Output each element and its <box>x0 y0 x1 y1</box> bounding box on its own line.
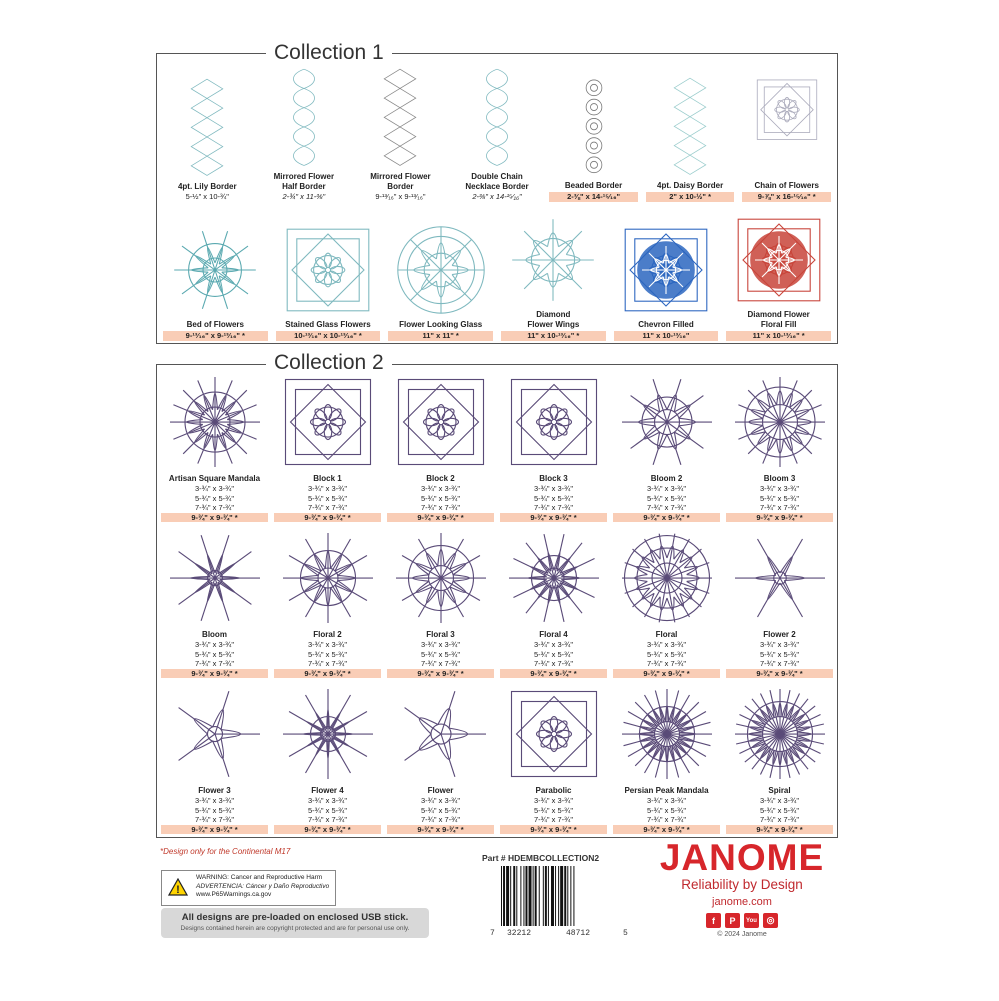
design-name: Floral <box>655 630 678 639</box>
design-size: 7-¾" x 7-¾" <box>533 659 574 668</box>
design-size: 2" x 10-½" * <box>646 192 735 202</box>
warning-icon <box>168 878 188 896</box>
design-size: 9-¾" x 9-¾" * <box>500 513 607 523</box>
design-size: 5-¾" x 5-¾" <box>194 805 235 815</box>
design-name: Flower Looking Glass <box>399 320 483 329</box>
design-size: 5-¾" x 5-¾" <box>307 805 348 815</box>
bed-of-flowers-icon <box>167 222 263 318</box>
design-size: 2-¾" x 11-⅜" <box>282 192 326 201</box>
collection-2-design <box>500 372 607 522</box>
flower-4-icon <box>278 684 378 784</box>
daisy-border-icon <box>655 71 725 179</box>
design-size: 5-¾" x 5-¾" <box>307 649 348 659</box>
floral-2-icon <box>278 528 378 628</box>
design-size: 3-¾" x 3-¾" <box>533 640 574 649</box>
collection-2-design <box>387 372 494 522</box>
collection-2-design <box>161 372 268 522</box>
design-size: 5-¾" x 5-¾" <box>307 493 348 503</box>
collection-2-design <box>161 528 268 678</box>
warning-line-1: WARNING: Cancer and Reproductive Harm <box>196 874 323 881</box>
barcode-digit-1: 7 <box>490 929 495 938</box>
collection-2-design <box>726 684 833 834</box>
design-name: Flower 2 <box>763 630 796 639</box>
block-3-icon <box>504 372 604 472</box>
design-size: 5-¾" x 5-¾" <box>533 649 574 659</box>
collection-2-design <box>161 684 268 834</box>
collection-2-design <box>274 372 381 522</box>
design-name: Spiral <box>768 786 791 795</box>
collection-2-design <box>613 528 720 678</box>
copyright: © 2024 Janome <box>717 931 767 938</box>
design-size: 3-¾" x 3-¾" <box>533 796 574 805</box>
collection-1-design <box>163 62 252 202</box>
collection-2-design <box>613 684 720 834</box>
design-name: Diamond Flower Wings <box>527 310 580 329</box>
flower-2-icon <box>730 528 830 628</box>
spiral-icon <box>730 684 830 784</box>
chain-of-flowers-icon <box>752 71 822 179</box>
design-size: 7-¾" x 7-¾" <box>307 659 348 668</box>
design-size: 11" x 11" * <box>388 331 493 341</box>
design-name: Flower 3 <box>198 786 231 795</box>
design-name: Bloom <box>202 630 227 639</box>
design-size: 7-¾" x 7-¾" <box>194 659 235 668</box>
floral-3-icon <box>391 528 491 628</box>
collection-2-design <box>387 684 494 834</box>
design-size: 5-¾" x 5-¾" <box>533 493 574 503</box>
design-size: 2-⅜" x 14-¹⁵⁄₁₆" <box>472 192 522 201</box>
design-name: 4pt. Lily Border <box>177 182 237 191</box>
design-size: 9-¾" x 9-¾" * <box>274 669 381 679</box>
design-name: Beaded Border <box>564 181 623 190</box>
design-size: 3-¾" x 3-¾" <box>420 484 461 493</box>
design-size: 3-¾" x 3-¾" <box>307 796 348 805</box>
stained-glass-icon <box>280 222 376 318</box>
design-size: 9-¾" x 9-¾" * <box>613 669 720 679</box>
social-icons <box>647 913 837 928</box>
design-name: Chain of Flowers <box>754 181 819 190</box>
collection-2-design <box>274 528 381 678</box>
collection-2-design <box>500 684 607 834</box>
design-size: 7-¾" x 7-¾" <box>646 815 687 824</box>
design-size: 7-¾" x 7-¾" <box>646 503 687 512</box>
design-name: Block 3 <box>539 474 568 483</box>
collection-1-design <box>276 212 381 341</box>
collection-2-title: Collection 2 <box>266 351 392 375</box>
barcode-digits-3: 48712 <box>566 929 591 938</box>
design-name: Bed of Flowers <box>186 320 244 329</box>
design-size: 9-¾" x 9-¾" * <box>161 669 268 679</box>
design-size: 5-¾" x 5-¾" <box>646 493 687 503</box>
design-name: Floral 4 <box>539 630 568 639</box>
bloom-3-icon <box>730 372 830 472</box>
design-size: 3-¾" x 3-¾" <box>420 640 461 649</box>
flower-icon <box>391 684 491 784</box>
youtube-icon[interactable]: You <box>744 913 759 928</box>
design-size: 3-¾" x 3-¾" <box>307 640 348 649</box>
design-size: 5-¾" x 5-¾" <box>646 805 687 815</box>
design-size: 5-¾" x 5-¾" <box>420 493 461 503</box>
design-name: Block 1 <box>313 474 342 483</box>
collection-2-design <box>613 372 720 522</box>
design-size: 3-¾" x 3-¾" <box>646 484 687 493</box>
design-size: 9-¾" x 9-¾" * <box>387 825 494 835</box>
design-size: 9-¹³⁄₁₆" x 9-¹³⁄₁₆" <box>375 192 426 201</box>
design-name: Flower <box>427 786 454 795</box>
design-size: 9-¾" x 9-¾" * <box>161 513 268 523</box>
collection-1-design <box>614 212 719 341</box>
design-size: 7-¾" x 7-¾" <box>759 503 800 512</box>
barcode-digit-4: 5 <box>623 929 628 938</box>
collection-1-design <box>549 62 638 202</box>
collection-2-design <box>387 528 494 678</box>
parabolic-icon <box>504 684 604 784</box>
design-size: 9-¾" x 9-¾" * <box>726 669 833 679</box>
svg-text:!: ! <box>176 884 180 896</box>
design-size: 7-¾" x 7-¾" <box>533 503 574 512</box>
usb-notice <box>161 908 429 938</box>
design-size: 7-¾" x 7-¾" <box>420 815 461 824</box>
design-size: 9-¾" x 9-¾" * <box>613 513 720 523</box>
design-size: 3-¾" x 3-¾" <box>646 640 687 649</box>
collection-1-design <box>388 212 493 341</box>
design-size: 9-¹³⁄₁₆" x 9-¹³⁄₁₆" * <box>163 331 268 341</box>
collection-2-design <box>500 528 607 678</box>
floral-icon <box>617 528 717 628</box>
design-size: 7-¾" x 7-¾" <box>307 503 348 512</box>
pinterest-icon[interactable]: P <box>725 913 740 928</box>
beaded-border-icon <box>559 71 629 179</box>
design-size: 2-⅜" x 14-¹⁵⁄₁₆" <box>549 192 638 202</box>
design-size: 3-¾" x 3-¾" <box>759 640 800 649</box>
part-number: Part # HDEMBCOLLECTION2 <box>482 853 600 863</box>
design-size: 5-¾" x 5-¾" <box>759 649 800 659</box>
brand-tagline: Reliability by Design <box>681 877 803 892</box>
design-size: 9-¾" x 9-¾" * <box>387 513 494 523</box>
collection-1-design <box>726 212 831 341</box>
design-name: Stained Glass Flowers <box>285 320 371 329</box>
instagram-icon[interactable]: ◎ <box>763 913 778 928</box>
design-name: Parabolic <box>535 786 572 795</box>
facebook-icon[interactable]: f <box>706 913 721 928</box>
collection-2-design <box>726 528 833 678</box>
design-size: 11" x 10-¹³⁄₁₆" * <box>726 331 831 341</box>
flower-3-icon <box>165 684 265 784</box>
barcode-digits-2: 32212 <box>507 929 532 938</box>
collection-1-design <box>453 62 542 202</box>
design-size: 3-¾" x 3-¾" <box>194 640 235 649</box>
design-size: 3-¾" x 3-¾" <box>646 796 687 805</box>
design-size: 9-¾" x 9-¾" * <box>161 825 268 835</box>
design-size: 5-¾" x 5-¾" <box>533 805 574 815</box>
design-name: Bloom 2 <box>650 474 683 483</box>
footnote: *Design only for the Continental M17 <box>160 847 291 856</box>
design-size: 5-¾" x 5-¾" <box>646 649 687 659</box>
design-size: 5-¾" x 5-¾" <box>194 493 235 503</box>
usb-notice-title: All designs are pre-loaded on enclosed USB stick. <box>181 912 409 923</box>
design-size: 9-¾" x 9-¾" * <box>613 825 720 835</box>
floral-4-icon <box>504 528 604 628</box>
collection-2-design <box>726 372 833 522</box>
janome-brand-block <box>647 837 837 938</box>
block-1-icon <box>278 372 378 472</box>
collection-1-title: Collection 1 <box>266 41 392 65</box>
design-size: 9-¾" x 9-¾" * <box>274 513 381 523</box>
design-name: 4pt. Daisy Border <box>657 181 724 190</box>
warning-line-2: ADVERTENCIA: Cáncer y Daño Reproductivo <box>196 882 330 890</box>
design-size: 9-¾" x 9-¾" * <box>500 669 607 679</box>
collection-1-design <box>501 212 606 341</box>
design-name: Persian Peak Mandala <box>624 786 709 795</box>
design-size: 7-¾" x 7-¾" <box>194 815 235 824</box>
design-size: 5-¾" x 5-¾" <box>420 805 461 815</box>
design-size: 5-¾" x 5-¾" <box>759 805 800 815</box>
chain-necklace-icon <box>462 62 532 170</box>
design-name: Artisan Square Mandala <box>168 474 261 483</box>
design-name: Mirrored Flower Half Border <box>273 172 335 191</box>
design-size: 3-¾" x 3-¾" <box>194 796 235 805</box>
design-size: 11" x 10-¹³⁄₁₆" * <box>501 331 606 341</box>
looking-glass-icon <box>393 222 489 318</box>
design-size: 3-¾" x 3-¾" <box>420 796 461 805</box>
design-size: 7-¾" x 7-¾" <box>646 659 687 668</box>
design-name: Block 2 <box>426 474 455 483</box>
design-size: 9-¾" x 9-¾" * <box>726 513 833 523</box>
usb-notice-copyright: Designs contained herein are copyright protected and are for personal use only. <box>180 925 410 932</box>
design-size: 11" x 10-¹³⁄₁₆" <box>614 331 719 341</box>
design-size: 7-¾" x 7-¾" <box>420 503 461 512</box>
prop65-warning <box>161 870 336 906</box>
brand-logo: JANOME <box>659 837 825 878</box>
design-size: 3-¾" x 3-¾" <box>307 484 348 493</box>
collection-1-design <box>646 62 735 202</box>
flower-wings-icon <box>505 212 601 308</box>
design-size: 7-¾" x 7-¾" <box>759 815 800 824</box>
lily-border-icon <box>172 72 242 180</box>
design-size: 7-¾" x 7-¾" <box>307 815 348 824</box>
design-size: 7-¾" x 7-¾" <box>194 503 235 512</box>
website-link[interactable]: janome.com <box>712 896 772 908</box>
design-name: Mirrored Flower Border <box>370 172 431 191</box>
design-name: Chevron Filled <box>638 320 694 329</box>
design-size: 3-¾" x 3-¾" <box>759 796 800 805</box>
design-size: 7-¾" x 7-¾" <box>533 815 574 824</box>
design-size: 9-⅞" x 16-¹⁵⁄₁₆" * <box>742 192 831 202</box>
design-size: 9-¾" x 9-¾" * <box>500 825 607 835</box>
design-name: Flower 4 <box>311 786 344 795</box>
design-size: 7-¾" x 7-¾" <box>759 659 800 668</box>
design-size: 5-¾" x 5-¾" <box>420 649 461 659</box>
design-size: 5-½" x 10-¾" <box>185 192 229 201</box>
barcode <box>499 866 621 928</box>
mirrored-border-icon <box>365 62 435 170</box>
design-size: 5-¾" x 5-¾" <box>194 649 235 659</box>
design-size: 3-¾" x 3-¾" <box>194 484 235 493</box>
design-size: 9-¾" x 9-¾" * <box>387 669 494 679</box>
collection-2-grid <box>157 372 837 834</box>
collection-1-design <box>356 62 445 202</box>
bloom-icon <box>165 528 265 628</box>
collection-1-row-2 <box>157 212 837 341</box>
bloom-2-icon <box>617 372 717 472</box>
collection-1-row-1 <box>157 62 837 202</box>
design-size: 7-¾" x 7-¾" <box>420 659 461 668</box>
collection-1-design <box>742 62 831 202</box>
block-2-icon <box>391 372 491 472</box>
collection-1-design <box>163 212 268 341</box>
warning-line-3: www.P65Warnings.ca.gov <box>196 891 272 898</box>
collection-2-design <box>274 684 381 834</box>
design-size: 10-¹³⁄₁₆" x 10-¹³⁄₁₆" * <box>276 331 381 341</box>
chevron-filled-icon <box>618 222 714 318</box>
design-size: 3-¾" x 3-¾" <box>759 484 800 493</box>
design-size: 5-¾" x 5-¾" <box>759 493 800 503</box>
collection-1-design <box>260 62 349 202</box>
artisan-mandala-icon <box>165 372 265 472</box>
design-name: Floral 2 <box>313 630 342 639</box>
design-size: 3-¾" x 3-¾" <box>533 484 574 493</box>
design-size: 9-¾" x 9-¾" * <box>726 825 833 835</box>
design-name: Bloom 3 <box>763 474 796 483</box>
mirrored-half-border-icon <box>269 62 339 170</box>
persian-peak-icon <box>617 684 717 784</box>
design-size: 9-¾" x 9-¾" * <box>274 825 381 835</box>
design-name: Diamond Flower Floral Fill <box>747 310 810 329</box>
floral-fill-icon <box>731 212 827 308</box>
design-name: Floral 3 <box>426 630 455 639</box>
design-name: Double Chain Necklace Border <box>465 172 529 191</box>
